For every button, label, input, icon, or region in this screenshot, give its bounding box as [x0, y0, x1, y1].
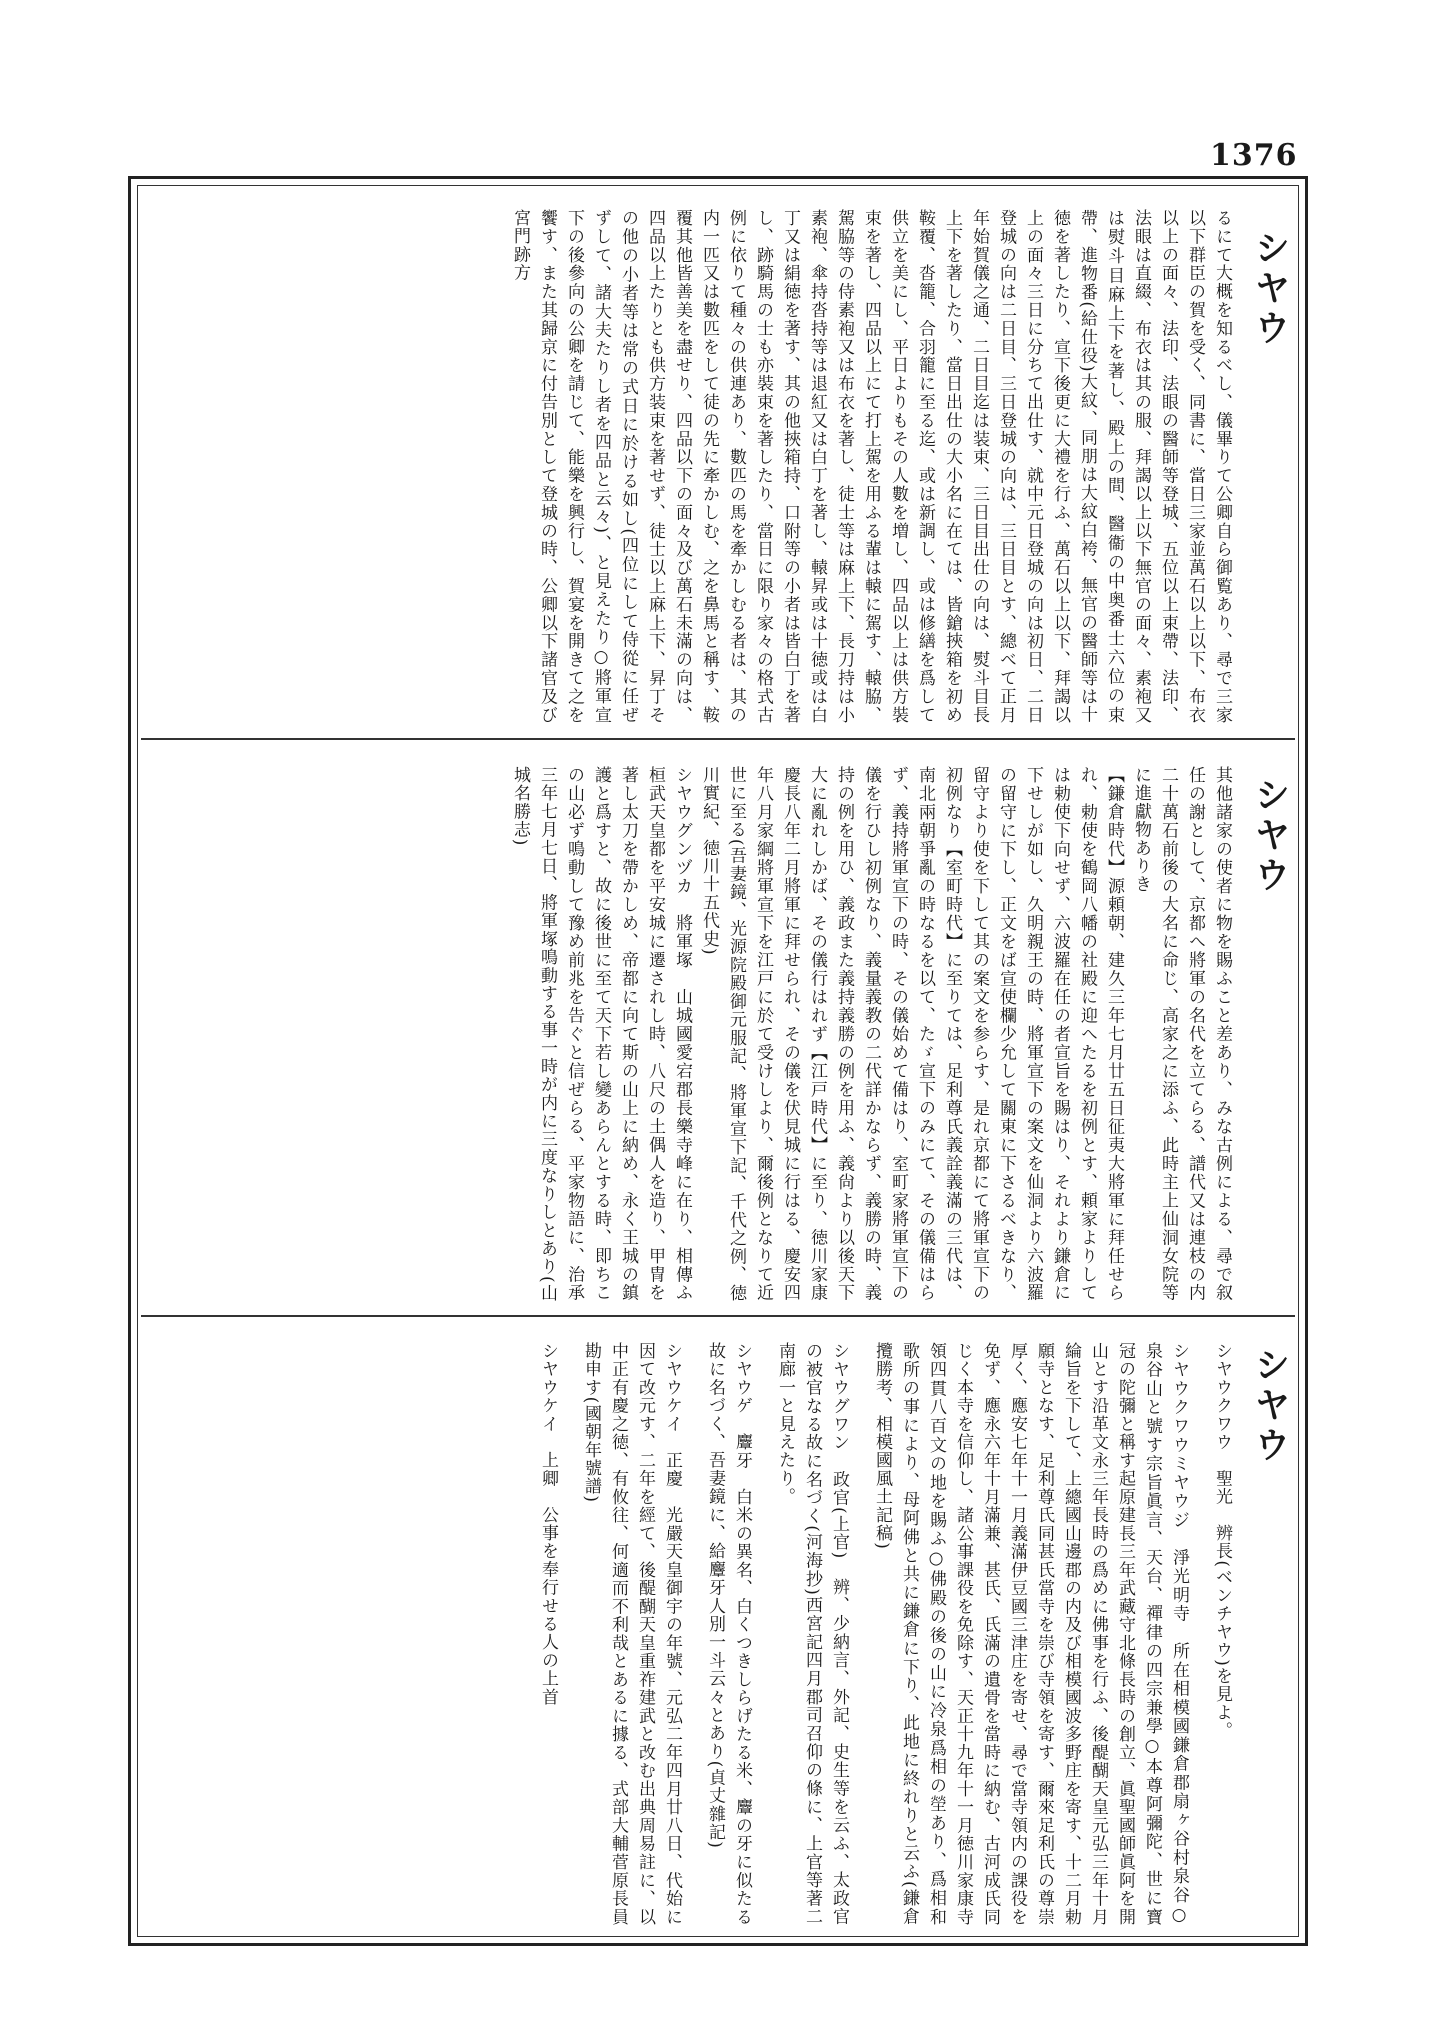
- tier-divider: [141, 1315, 1295, 1317]
- dictionary-entry: シヤウケイ 上卿 公事を奉行せる人の上首: [538, 1342, 558, 1706]
- upper-tier: [141, 189, 1295, 734]
- lower-tier: [141, 1322, 1295, 1936]
- paragraph: るにて大概を知るべし、儀畢りて公卿自ら御覧あり、尋で三家以下群臣の賀を受く、同書に、當日三家並萬石以上以下、布衣以上の面々、法印、法眼の醫師等登城、五位以上束帶、法印、法眼は直綴、布衣は其の服、拜謁以上以下無官の面々、素袍又は熨斗目麻上下を著し、殿上の間、醫衞の中奥番士六位の束帶、進物番(給仕役)大紋、同朋は大紋白袴、無官の醫師等は十徳を著したり、宣下後更に大禮を行ふ、萬石以上以下、拜謁以上の面々三日に分ちて出仕す、就中元日登城の向は初日、二日登城の向は二日目、三日登城の向は、三日目とす、總べて正月年始賀儀之通、二日目迄は装束、三日目出仕の向は、熨斗目長上下を著したり、當日出仕の大小名に在ては、皆鎗挾箱を初め鞍覆、沓籠、合羽籠に至る迄、或は新調し、或は修繕を爲して供立を美にし、平日よりもその人數を増し、四品以上は供方裝束を著し、四品以上にて打上駕を用ふる輩は轅に駕す、轅脇、駕脇等の侍素袍又は布衣を著し、徒士等は麻上下、長刀持は小素袍、傘持沓持等は退紅又は白丁を著し、轅昇或は十徳或は白丁又は絹徳を著す、其の他挾箱持、口附等の小者は皆白丁を著し、跡騎馬の士も亦裝束を著したり、當日に限り家々の格式古例に依りて種々の供連あり、數匹の馬を牽かしむる者は、其の内一匹又は數匹をして徒の先に牽かしむ、之を鼻馬と稱す、鞍覆其他皆善美を盡せり、四品以下の面々及び萬石未滿の向は、四品以上たりとも供方装束を著せず、徒士以上麻上下、昇丁その他の小者等は常の式日に於ける如し(四位にして侍從に任ぜずして、諸大夫たりし者を四品と云々)、と見えたり○將軍宣下の後參向の公卿を請じて、能樂を興行し、賀宴を開きて之を饗す、また其歸京に付告別として登城の時、公卿以下諸官及び宮門跡方: [510, 209, 1232, 724]
- page-number: 1376: [1210, 138, 1298, 173]
- running-head: シヤウ: [1249, 229, 1290, 349]
- text-column: [151, 209, 1235, 724]
- page-frame: [128, 176, 1308, 1946]
- dictionary-entry: シヤウクワウミヤウジ 淨光明寺 所在相模國鎌倉郡扇ヶ谷村泉谷○泉谷山と號す宗旨眞言、天台、禪律の四宗兼學○本尊阿彌陀、世に寶冠の陀彌と稱す起原建長三年武藏守北條長時の創立、眞聖國師眞阿を開山とす沿革文永三年長時の爲めに佛事を行ふ、後醍醐天皇元弘三年十月綸旨を下して、上總國山邊郡の内及び相模國波多野庄を寄す、十二月勅願寺となす、足利尊氏同甚氏當寺を崇び寺領を寄す、爾來足利氏の尊崇厚く、應安七年十一月義滿伊豆國三津庄を寄せ、尋で當寺領内の課役を免ず、應永六年十月滿兼、甚氏、氏滿の遺骨を當時に納む、古河成氏同じく本寺を信仰し、諸公事課役を免除す、天正十九年十一月徳川家康寺領四貫八百文の地を賜ふ○佛殿の後の山に冷泉爲相の塋あり、爲相和歌所の事により、母阿佛と共に鎌倉に下り、此地に終れりと云ふ(鎌倉攬勝考、相模國風土記稿): [872, 1342, 1189, 1926]
- dictionary-entry: シヤウゲ 麞牙 白米の異名、白くつきしらげたる米、麞の牙に似たる故に名づく、吾妻鏡に、給麞牙人別一斗云々とあり(貞丈雜記): [705, 1342, 752, 1926]
- running-head: シヤウ: [1249, 776, 1290, 896]
- dictionary-entry: シヤウクワウ 聖光 辨長(ベンチヤウ)を見よ。: [1212, 1342, 1232, 1740]
- running-head: シヤウ: [1249, 1346, 1290, 1466]
- dictionary-entry: シヤウグンヅカ 將軍塚 山城國愛宕郡長樂寺峰に在り、相傳ふ桓武天皇都を平安城に遷されし時、八尺の土偶人を造り、甲冑を著し太刀を帶かしめ、帝都に向て斯の山上に納め、永く王城の鎮護と爲すと、故に後世に至て天下若し變あらんとする時、即ちこの山必ず鳴動して豫め前兆を告ぐと信ぜらる、平家物語に、治承三年七月七日、將軍塚鳴動する事一時が内に三度なりしとあり(山城名勝志): [510, 766, 692, 1302]
- tier-divider: [141, 738, 1295, 740]
- text-column: [151, 766, 1235, 1302]
- dictionary-entry: シヤウグワン 政官(上官) 辨、少納言、外記、史生等を云ふ、太政官の被官なる故に名づく(河海抄)西宮記四月郡司召仰の條に、上官等著二南廊一と見えたり。: [775, 1342, 849, 1926]
- paragraph: 【鎌倉時代】源頼朝、建久三年七月廿五日征夷大將軍に拜任せられ、勅使を鶴岡八幡の社殿に迎へたるを初例とす、頼家よりしては勅使下向せず、六波羅在任の者宣旨を賜はり、それより鎌倉に下せしが如し、久明親王の時、將軍宣下の案文を仙洞より六波羅の留守に下し、正文をば宣使欄少允して關東に下さるべきなり、留守より使を下して其の案文を参らす、是れ京都にて將軍宣下の初例なり【室町時代】に至りては、足利尊氏義詮義滿の三代は、南北兩朝爭亂の時なるを以て、たゞ宣下のみにて、その儀備はらず、義持將軍宣下の時、その儀始めて備はり、室町家將軍宣下の儀を行ひし初例なり、義量義教の二代詳かならず、義勝の時、義持の例を用ひ、義政また義持義勝の例を用ふ、義尙より以後天下大に亂れしかば、その儀行はれず【江戸時代】に至り、徳川家康慶長八年二月將軍に拜せられ、その儀を伏見城に行はる、慶安四年八月家綱將軍宣下を江戸に於て受けしより、爾後例となりて近世に至る(吾妻鏡、光源院殿御元服記、將軍宣下記、千代之例、徳川實紀、徳川十五代史): [699, 766, 1124, 1302]
- middle-tier: [141, 746, 1295, 1312]
- text-column: [151, 1342, 1235, 1926]
- dictionary-entry: シヤウケイ 正慶 光嚴天皇御宇の年號、元弘二年四月廿八日、代始に因て改元す、二年を經て、後醍醐天皇重祚建武と改む出典周易註に、以中正有慶之徳、有攸往、何適而不利哉とあるに據る、式部大輔菅原長員勘申す(國朝年號譜): [581, 1342, 682, 1926]
- paragraph: 其他諸家の使者に物を賜ふこと差あり、みな古例による、尋で叙任の謝として、京都へ將軍の名代を立てらる、譜代又は連枝の内二十萬石前後の大名に命じ、高家之に添ふ、此時主上仙洞女院等に進獻物ありき: [1131, 766, 1232, 1302]
